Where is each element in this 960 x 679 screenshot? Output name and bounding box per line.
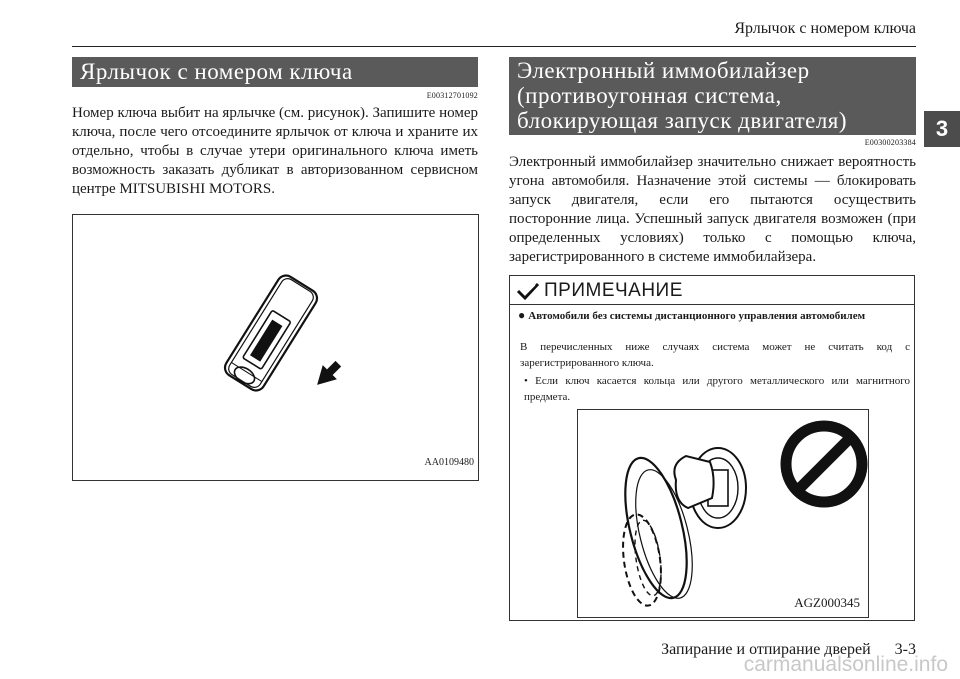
chapter-tab: 3 bbox=[924, 111, 960, 147]
page-number: 3-3 bbox=[894, 641, 916, 658]
key-in-ignition-prohibited-illustration bbox=[578, 410, 868, 617]
note-title: ПРИМЕЧАНИЕ bbox=[544, 280, 683, 301]
figure-code: AA0109480 bbox=[424, 457, 474, 468]
bullet-icon: ● bbox=[518, 308, 529, 322]
note-bullet-text: В перечисленных ниже случаях система может не считать код с зарегистрированного ключа. bbox=[520, 341, 910, 369]
key-tag-paragraph: Номер ключа выбит на ярлычке (см. рисунок). Запишите номер ключа, после чего отсоедините ярлычок от ключа и храните их отдельно, чтобы в случае утери оригинального ключа иметь возможность заказать дубликат в авторизованном сервисном центре MITSUBISHI MOTORS. bbox=[72, 105, 478, 197]
key-ignition-figure bbox=[577, 409, 869, 618]
note-header bbox=[516, 280, 683, 302]
watermark: carmanualsonline.info bbox=[743, 653, 948, 676]
header-rule bbox=[72, 46, 916, 47]
note-bullet-heading-text: Автомобили без системы дистанционного управления автомобилем bbox=[528, 310, 866, 322]
key-tag-illustration bbox=[73, 215, 478, 480]
section-code: E00312701092 bbox=[426, 91, 478, 100]
immobilizer-title-line: Электронный иммобилайзер bbox=[517, 58, 810, 83]
immobilizer-title-line: (противоугонная система, bbox=[517, 83, 782, 108]
note-bullet-heading bbox=[518, 307, 910, 324]
note-divider bbox=[510, 304, 914, 305]
note-sub-item: • Если ключ касается кольца или другого металлического или магнитного предмета. bbox=[524, 375, 910, 403]
key-tag-figure bbox=[72, 214, 479, 481]
note-box bbox=[509, 275, 915, 621]
footer-section: Запирание и отпирание дверей bbox=[661, 641, 871, 658]
immobilizer-title-line: блокирующая запуск двигателя) bbox=[517, 108, 848, 133]
figure-code: AGZ000345 bbox=[794, 595, 860, 610]
running-header: Ярлычок с номером ключа bbox=[734, 20, 916, 37]
section-code: E00300203384 bbox=[864, 138, 916, 147]
section-title-key-tag: Ярлычок с номером ключа bbox=[72, 57, 478, 87]
checkmark-icon bbox=[516, 281, 540, 301]
immobilizer-paragraph: Электронный иммобилайзер значительно снижает вероятность угона автомобиля. Назначение этой системы — блокировать запуск двигателя, если его пытаются осуществить посторонние лица. Успешный запуск двигателя возможен (при определенных условиях) только с помощью ключа, зарегистрированного в системе иммобилайзера. bbox=[509, 154, 916, 265]
section-title-immobilizer bbox=[509, 57, 916, 135]
